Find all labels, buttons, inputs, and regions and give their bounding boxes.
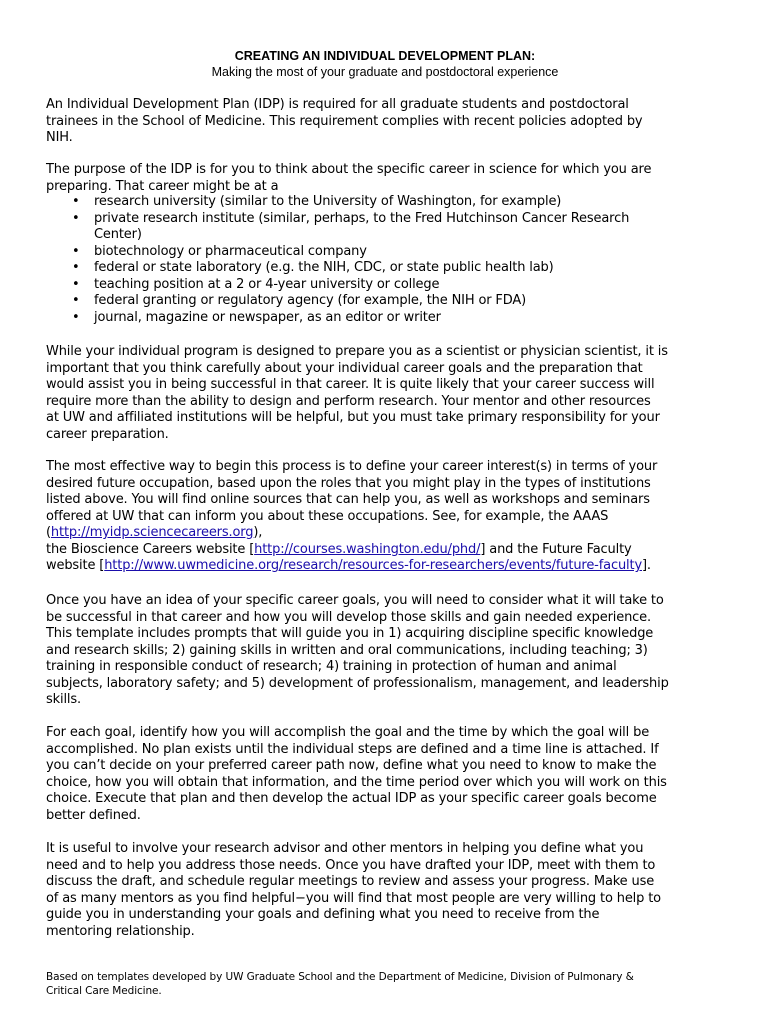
text-line: website [http://www.uwmedicine.org/research/resources-for-researchers/events/future-faculty]. — [46, 558, 651, 573]
text-line: offered at UW that can inform you about these occupations. See, for example, the AAAS — [46, 508, 609, 524]
text-line: of as many mentors as you find helpful−you will find that most people are very willing to help to — [46, 890, 661, 906]
text-line: While your individual program is designed to prepare you as a scientist or physician scientist, it is — [46, 344, 668, 359]
text-line: This template includes prompts that will guide you in 1) acquiring discipline specific knowledge — [46, 626, 654, 641]
text-line: listed above. You will find online sources that can help you, as well as workshops and seminars — [46, 492, 650, 507]
list-item: • private research institute (similar, perhaps, to the Fred Hutchinson Cancer Research Center) — [72, 210, 630, 242]
text-line: training in responsible conduct of research; 4) training in protection of human and animal — [46, 659, 617, 674]
text-line: discuss the draft, and schedule regular meetings to review and assess your progress. Make use — [46, 874, 655, 889]
text-line: desired future occupation, based upon the roles that you might play in the types of institutions — [46, 475, 651, 491]
list-item: • research university (similar to the University of Washington, for example) — [72, 194, 562, 209]
text-line: (http://myidp.sciencecareers.org), — [46, 525, 263, 540]
paragraph-intro — [46, 97, 726, 147]
text-line: It is useful to involve your research advisor and other mentors in helping you define what you — [46, 841, 644, 856]
bullet-icon: • — [72, 276, 80, 292]
page-subtitle: Making the most of your graduate and postdoctoral experience — [211, 65, 559, 79]
text-line: accomplished. No plan exists until the individual steps are defined and a time line is attached. If — [46, 741, 659, 757]
text-line: For each goal, identify how you will accomplish the goal and the time by which the goal will be — [46, 725, 650, 740]
text-line: better defined. — [46, 807, 141, 823]
text-line: guide you in understanding your goals and defining what you need to receive from the — [46, 907, 600, 922]
text-line: and research skills; 2) gaining skills in written and oral communications, including teaching; 3) — [46, 642, 648, 658]
text-line: need and to help you address those needs. Once you have drafted your IDP, meet with them to — [46, 857, 656, 873]
text-line: the Bioscience Careers website [http://courses.washington.edu/phd/] and the Future Faculty — [46, 541, 632, 557]
bullet-icon: • — [72, 210, 80, 226]
footnote-line: Based on templates developed by UW Graduate School and the Department of Medicine, Division of Pulmonary & — [46, 971, 634, 983]
footnote — [46, 970, 726, 998]
bioscience-careers-link[interactable]: http://courses.washington.edu/phd/ — [254, 541, 481, 557]
list-item: • federal granting or regulatory agency (for example, the NIH or FDA) — [72, 293, 527, 308]
paragraph-mentors — [46, 841, 726, 940]
myidp-link[interactable]: http://myidp.sciencecareers.org — [50, 525, 254, 540]
bullet-icon: • — [72, 260, 80, 275]
list-item: • biotechnology or pharmaceutical company — [72, 243, 367, 259]
text-line: subjects, laboratory safety; and 5) development of professionalism, management, and leadership — [46, 675, 669, 691]
list-item: • federal or state laboratory (e.g. the NIH, CDC, or state public health lab) — [72, 260, 554, 275]
career-options-list — [46, 194, 726, 326]
text-line: require more than the ability to design and perform research. Your mentor and other resources — [46, 393, 651, 409]
list-item: • teaching position at a 2 or 4-year university or college — [72, 276, 440, 292]
paragraph-purpose — [46, 162, 726, 195]
text-line: you can’t decide on your preferred career path now, define what you need to know to make the — [46, 758, 657, 773]
page-title: CREATING AN INDIVIDUAL DEVELOPMENT PLAN: — [234, 49, 536, 63]
text-line: career preparation. — [46, 426, 169, 442]
text-line: The purpose of the IDP is for you to think about the specific career in science for which you are — [46, 162, 652, 177]
text-line: important that you think carefully about your individual career goals and the preparation that — [46, 360, 643, 376]
bullet-icon: • — [72, 293, 80, 308]
text-line: An Individual Development Plan (IDP) is required for all graduate students and postdoctoral — [46, 97, 629, 112]
footnote-line: Critical Care Medicine. — [46, 985, 162, 997]
list-item: • journal, magazine or newspaper, as an editor or writer — [72, 309, 441, 325]
text-line: be successful in that career and how you will develop those skills and gain needed experience. — [46, 609, 651, 625]
bullet-icon: • — [72, 194, 80, 209]
paragraph-plan — [46, 725, 726, 824]
text-line: skills. — [46, 692, 81, 707]
text-line: would assist you in being successful in that career. It is quite likely that your career success will — [46, 377, 655, 392]
text-line: mentoring relationship. — [46, 923, 195, 939]
text-line: preparing. That career might be at a — [46, 178, 279, 194]
text-line: choice. Execute that plan and then develop the actual IDP as your specific career goals become — [46, 791, 657, 806]
paragraph-goals — [46, 593, 726, 709]
text-line: at UW and affiliated institutions will be helpful, but you must take primary responsibility for your — [46, 410, 660, 425]
text-line: trainees in the School of Medicine. This requirement complies with recent policies adopted by — [46, 113, 643, 129]
paragraph-career-interests — [46, 459, 726, 575]
paragraph-program — [46, 344, 726, 443]
text-line: NIH. — [46, 130, 73, 145]
text-line: choice, how you will obtain that information, and the time period over which you will work on this — [46, 774, 667, 790]
bullet-icon: • — [72, 243, 80, 259]
text-line: Once you have an idea of your specific career goals, you will need to consider what it will take to — [46, 593, 664, 608]
future-faculty-link[interactable]: http://www.uwmedicine.org/research/resources-for-researchers/events/future-faculty — [104, 558, 643, 573]
bullet-icon: • — [72, 309, 80, 325]
text-line: The most effective way to begin this process is to define your career interest(s) in terms of your — [46, 459, 658, 474]
